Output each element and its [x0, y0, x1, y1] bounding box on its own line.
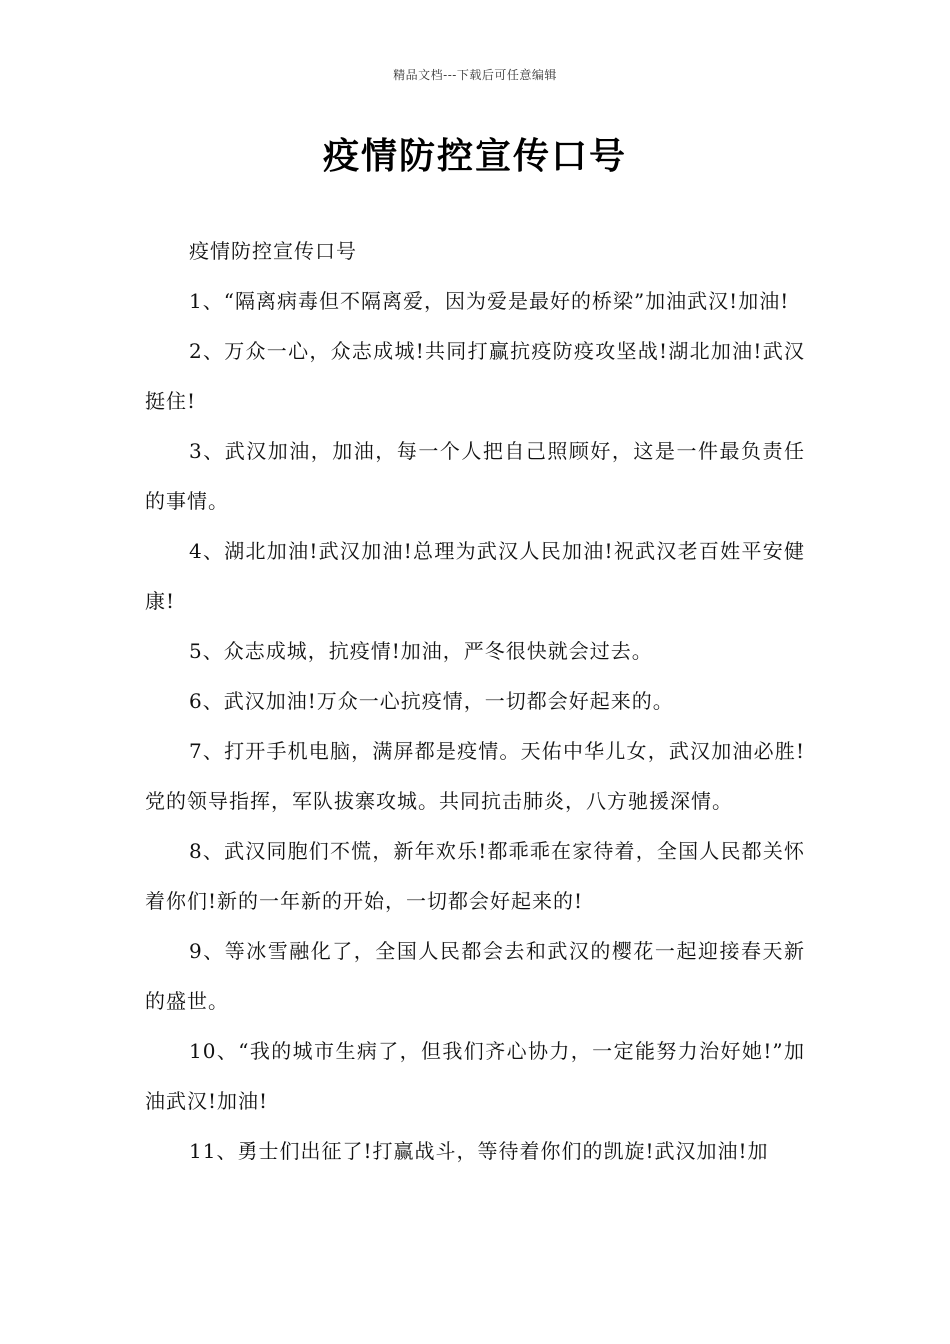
paragraph-slogan-3: 3、武汉加油，加油，每一个人把自己照顾好，这是一件最负责任的事情。 — [145, 439, 805, 513]
paragraph-slogan-4: 4、湖北加油!武汉加油!总理为武汉人民加油!祝武汉老百姓平安健康! — [145, 539, 805, 613]
document-title: 疫情防控宣传口号 — [322, 136, 627, 177]
header-note: 精品文档---下载后可任意编辑 — [393, 68, 557, 82]
paragraph-slogan-8: 8、武汉同胞们不慌，新年欢乐!都乖乖在家待着，全国人民都关怀着你们!新的一年新的开始，一切都会好起来的! — [145, 839, 805, 913]
paragraph-slogan-11: 11、勇士们出征了!打赢战斗，等待着你们的凯旋!武汉加油!加 — [189, 1139, 769, 1163]
paragraph-subtitle: 疫情防控宣传口号 — [189, 239, 357, 263]
paragraph-slogan-1: 1、“隔离病毒但不隔离爱，因为爱是最好的桥梁”加油武汉!加油! — [189, 289, 790, 313]
paragraph-slogan-7: 7、打开手机电脑，满屏都是疫情。天佑中华儿女，武汉加油必胜!党的领导指挥，军队拔寨攻城。共同抗击肺炎，八方驰援深情。 — [145, 739, 805, 813]
document-body — [145, 226, 805, 1176]
paragraph-slogan-5: 5、众志成城，抗疫情!加油，严冬很快就会过去。 — [189, 639, 653, 663]
paragraph-slogan-6: 6、武汉加油!万众一心抗疫情，一切都会好起来的。 — [189, 689, 674, 713]
paragraph-slogan-9: 9、等冰雪融化了，全国人民都会去和武汉的樱花一起迎接春天新的盛世。 — [145, 939, 805, 1013]
paragraph-slogan-2: 2、万众一心，众志成城!共同打赢抗疫防疫攻坚战!湖北加油!武汉挺住! — [145, 339, 805, 413]
paragraph-slogan-10: 10、“我的城市生病了，但我们齐心协力，一定能努力治好她!”加油武汉!加油! — [145, 1039, 805, 1113]
